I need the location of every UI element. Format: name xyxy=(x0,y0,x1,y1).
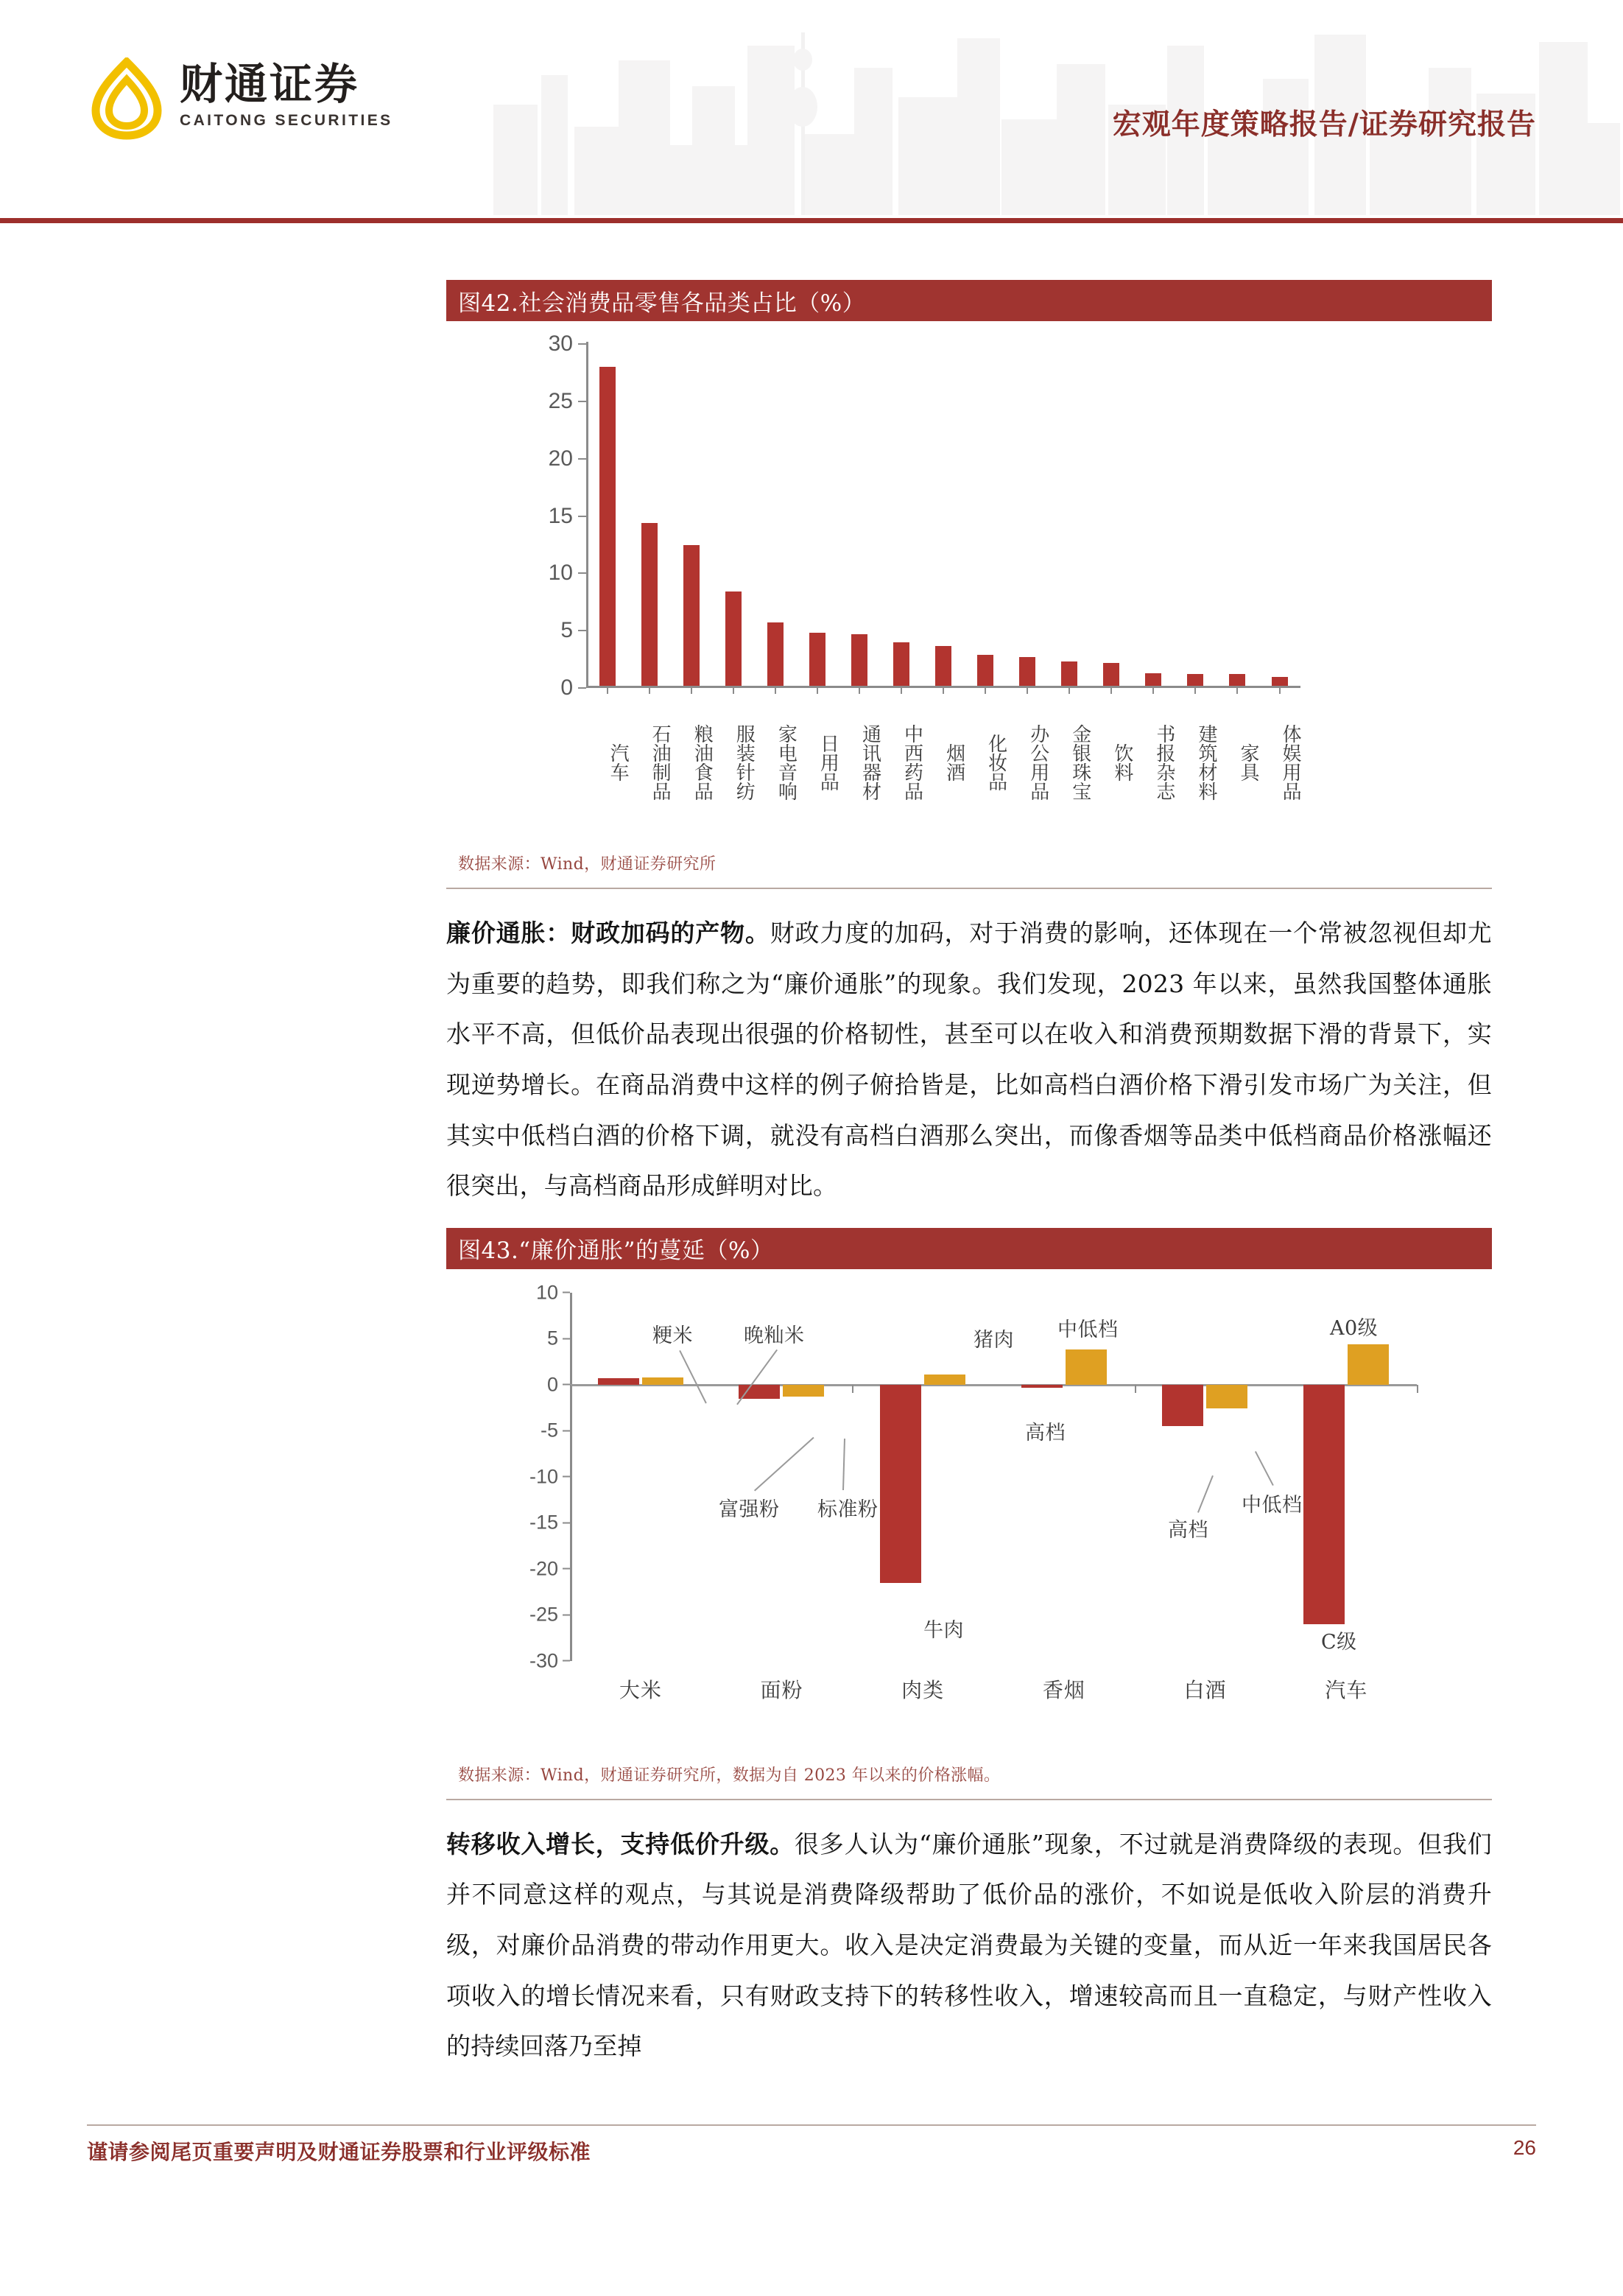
chart-42-bar xyxy=(893,642,909,686)
chart-43-bar-高档 xyxy=(1021,1385,1063,1388)
chart-42-x-label: 家具 xyxy=(1237,743,1259,782)
chart-42-bar-slot xyxy=(628,342,670,686)
chart-42-bars xyxy=(586,342,1300,686)
chart-43-annotation-牛肉: 牛肉 xyxy=(923,1618,964,1642)
chart-43-annotation-标准粉: 标准粉 xyxy=(817,1498,879,1521)
chart-43-group-香烟 xyxy=(993,1293,1135,1661)
chart-43-bar-牛肉 xyxy=(880,1385,921,1583)
chart-42-x-tick xyxy=(775,686,776,694)
paragraph-1-body: 财政力度的加码，对于消费的影响，还体现在一个常被忽视但却尤为重要的趋势，即我们称之为“廉价通胀”的现象。我们发现，2023 年以来，虽然我国整体通胀水平不高，但低价品表现出很强的价格韧性，甚至可以在收入和消费预期数据下滑的背景下，实现逆势增长。在商品消费中这样的例子俯拾皆是，比如高档白酒价格下滑引发市场广为关注，但其实中低档白酒的价格下调，就没有高档白酒那么突出，而像香烟等品类中低档商品价格涨幅还很突出，与高档商品形成鲜明对比。 xyxy=(446,919,1492,1201)
chart-42-bar-slot xyxy=(754,342,796,686)
figure-42-title: 图42.社会消费品零售各品类占比（%） xyxy=(446,280,1492,321)
paragraph-cheap-inflation xyxy=(446,908,1492,1212)
chart-42-bar xyxy=(1229,674,1245,686)
chart-42-x-label: 烟酒 xyxy=(943,743,965,782)
chart-42-bar xyxy=(1103,663,1119,686)
chart-42-bar xyxy=(641,523,658,686)
figure-43-body xyxy=(446,1269,1492,1800)
chart-42-bar-slot xyxy=(796,342,838,686)
chart-43-category-label: 香烟 xyxy=(1042,1677,1085,1702)
chart-42-bar xyxy=(1187,674,1203,686)
chart-43-annotation-中低档: 中低档 xyxy=(1242,1493,1303,1517)
logo-chinese-name: 财通证券 xyxy=(180,59,360,109)
paragraph-2-body: 很多人认为“廉价通胀”现象，不过就是消费降级的表现。但我们并不同意这样的观点，与其说是消费降级帮助了低价品的涨价，不如说是低收入阶层的消费升级，对廉价品消费的带动作用更大。收入是决定消费最为关键的变量，而从近一年来我国居民各项收入的增长情况来看，只有财政支持下的转移性收入，增速较高而且一直稳定，与财产性收入的持续回落乃至掉 xyxy=(446,1829,1492,2061)
chart-43-group-tick xyxy=(1417,1385,1418,1393)
chart-42-x-label: 服装针纺 xyxy=(733,724,756,801)
chart-42-bar xyxy=(683,545,700,686)
chart-43-category-label: 白酒 xyxy=(1183,1677,1227,1702)
chart-43-group-面粉 xyxy=(711,1293,853,1661)
chart-42-bar-slot xyxy=(1175,342,1217,686)
chart-42-y-tick: 20 xyxy=(533,446,586,471)
chart-43-bar-中低档 xyxy=(1206,1385,1247,1409)
chart-42-x-label-cell xyxy=(586,700,628,825)
report-category-title: 宏观年度策略报告/证券研究报告 xyxy=(1112,108,1536,141)
chart-43-bar-中低档 xyxy=(1066,1349,1107,1385)
chart-42-x-label-cell xyxy=(965,700,1007,825)
chart-42-x-label: 体娱用品 xyxy=(1279,724,1302,801)
chart-43-category-label: 肉类 xyxy=(901,1677,945,1702)
chart-42-x-label: 粮油食品 xyxy=(691,724,714,801)
chart-42-bar xyxy=(1019,657,1035,686)
chart-42-bar-slot xyxy=(1007,342,1049,686)
chart-42-x-label-cell xyxy=(712,700,754,825)
chart-43-category-labels xyxy=(570,1674,1417,1704)
chart-42-x-tick xyxy=(1279,686,1281,694)
page-number: 26 xyxy=(1513,2136,1536,2159)
chart-42-x-label: 建筑材料 xyxy=(1194,724,1217,801)
chart-43-bar-C级 xyxy=(1303,1385,1345,1624)
footer-disclaimer: 谨请参阅尾页重要声明及财通证券股票和行业评级标准 xyxy=(87,2140,591,2164)
chart-43-bar-高档 xyxy=(1162,1385,1203,1426)
chart-42-x-label-cell xyxy=(1091,700,1133,825)
chart-42-x-label: 金银珠宝 xyxy=(1068,724,1091,801)
chart-42-bar xyxy=(1061,661,1077,686)
figure-43-title: 图43.“廉价通胀”的蔓延（%） xyxy=(446,1228,1492,1269)
chart-42-y-tick: 5 xyxy=(533,618,586,643)
chart-43-annotation-晚籼米: 晚籼米 xyxy=(744,1324,805,1347)
chart-42-x-label-cell xyxy=(1217,700,1258,825)
chart-42-bar-slot xyxy=(1049,342,1091,686)
chart-42-x-label-cell xyxy=(670,700,712,825)
chart-42-bar-slot xyxy=(1091,342,1133,686)
chart-42-x-label: 日用品 xyxy=(817,734,839,791)
chart-42-bar-slot xyxy=(923,342,965,686)
figure-42-body xyxy=(446,321,1492,889)
chart-42-x-tick xyxy=(691,686,692,694)
chart-42-x-label: 石油制品 xyxy=(649,724,672,801)
chart-42-y-tick: 15 xyxy=(533,504,586,529)
chart-42-x-tick xyxy=(1194,686,1196,694)
chart-42-x-label-cell xyxy=(796,700,838,825)
chart-43-y-tick: -25 xyxy=(511,1604,570,1626)
chart-43-annotation-C级: C级 xyxy=(1321,1630,1357,1654)
figure-43 xyxy=(446,1228,1492,1800)
chart-42-x-label-cell xyxy=(923,700,965,825)
chart-42-x-label-cell xyxy=(1133,700,1175,825)
chart-43-plot-area xyxy=(529,1281,1417,1672)
chart-42-bar xyxy=(1145,673,1161,686)
chart-42-bar xyxy=(809,633,825,686)
chart-42-x-label-cell xyxy=(1175,700,1217,825)
figure-42-source: 数据来源：Wind，财通证券研究所 xyxy=(458,855,717,874)
chart-42-x-tick xyxy=(985,686,986,694)
page-content xyxy=(446,280,1492,2088)
chart-42-x-label-cell xyxy=(880,700,922,825)
chart-43-annotation-富强粉: 富强粉 xyxy=(719,1498,780,1521)
chart-42 xyxy=(446,331,1492,840)
chart-42-bar-slot xyxy=(670,342,712,686)
chart-42-bar xyxy=(725,591,742,686)
chart-42-bar-slot xyxy=(1217,342,1258,686)
chart-42-x-tick xyxy=(859,686,860,694)
chart-43-group-白酒 xyxy=(1135,1293,1276,1661)
chart-43-annotation-高档: 高档 xyxy=(1025,1421,1066,1444)
chart-43-y-tick: 10 xyxy=(511,1281,570,1304)
chart-42-x-tick xyxy=(607,686,608,694)
paragraph-2-lead: 转移收入增长，支持低价升级。 xyxy=(446,1829,795,1858)
chart-42-x-tick-labels xyxy=(586,700,1300,825)
chart-42-bar xyxy=(1272,677,1288,686)
chart-43-y-tick: -10 xyxy=(511,1465,570,1488)
chart-42-bar-slot xyxy=(1133,342,1175,686)
chart-42-x-label: 书报杂志 xyxy=(1152,724,1175,801)
chart-43-group-tick xyxy=(570,1385,571,1393)
chart-42-x-label: 通讯器材 xyxy=(859,724,881,801)
chart-43-category-label: 面粉 xyxy=(760,1677,803,1702)
chart-42-x-tick xyxy=(1152,686,1154,694)
chart-42-y-tick: 25 xyxy=(533,389,586,414)
chart-42-x-label: 家电音响 xyxy=(775,724,798,801)
chart-43-bar-猪肉 xyxy=(924,1375,965,1385)
chart-43-annotation-猪肉: 猪肉 xyxy=(974,1328,1014,1352)
logo-english-name: CAITONG SECURITIES xyxy=(180,111,393,129)
chart-42-y-tick: 30 xyxy=(533,331,586,357)
figure-42 xyxy=(446,280,1492,889)
chart-43-bar-粳米 xyxy=(598,1378,639,1385)
chart-42-bar xyxy=(767,622,784,686)
chart-42-x-tick xyxy=(817,686,818,694)
chart-43-annotation-中低档: 中低档 xyxy=(1057,1318,1119,1341)
chart-43-y-tick: 0 xyxy=(511,1373,570,1396)
paragraph-transfer-income xyxy=(446,1819,1492,2072)
chart-42-bar-slot xyxy=(1258,342,1300,686)
chart-42-x-label: 汽车 xyxy=(607,743,630,782)
footer-divider-rule xyxy=(87,2124,1536,2126)
chart-42-x-label: 办公用品 xyxy=(1027,724,1049,801)
chart-42-x-tick xyxy=(1068,686,1070,694)
chart-42-plot-area xyxy=(548,331,1300,700)
chart-42-bar xyxy=(977,655,993,686)
chart-42-x-label: 化妆品 xyxy=(985,734,1007,791)
chart-42-bar xyxy=(599,367,616,686)
chart-42-x-label-cell xyxy=(628,700,670,825)
chart-42-x-tick xyxy=(943,686,944,694)
chart-42-x-tick xyxy=(1027,686,1028,694)
chart-42-bar xyxy=(851,634,867,686)
chart-42-bar-slot xyxy=(586,342,628,686)
chart-42-bar-slot xyxy=(880,342,922,686)
paragraph-1-lead: 廉价通胀：财政加码的产物。 xyxy=(446,919,770,947)
chart-43-annotation-粳米: 粳米 xyxy=(652,1324,693,1347)
chart-42-y-tick: 10 xyxy=(533,561,586,586)
brand-logo xyxy=(87,57,393,140)
chart-42-x-label: 饮料 xyxy=(1110,743,1133,782)
chart-42-x-tick xyxy=(1110,686,1112,694)
chart-42-x-tick xyxy=(901,686,902,694)
chart-43-bar-晚籼米 xyxy=(642,1377,683,1385)
chart-42-x-label-cell xyxy=(838,700,880,825)
chart-42-bar-slot xyxy=(965,342,1007,686)
page-header xyxy=(0,0,1623,221)
chart-43-group-大米 xyxy=(570,1293,711,1661)
chart-42-bar-slot xyxy=(838,342,880,686)
caitong-logo-icon xyxy=(87,57,166,140)
chart-42-x-label-cell xyxy=(1007,700,1049,825)
chart-42-x-label-cell xyxy=(1258,700,1300,825)
chart-42-bar xyxy=(935,646,951,686)
chart-42-y-tick: 0 xyxy=(533,675,586,701)
chart-43-y-tick: -15 xyxy=(511,1512,570,1534)
chart-43-group-肉类 xyxy=(852,1293,993,1661)
figure-43-source: 数据来源：Wind，财通证券研究所，数据为自 2023 年以来的价格涨幅。 xyxy=(458,1766,1001,1785)
chart-43-y-tick: 5 xyxy=(511,1327,570,1350)
chart-42-x-label-cell xyxy=(754,700,796,825)
chart-43-group-汽车 xyxy=(1275,1293,1417,1661)
chart-43-annotation-A0级: A0级 xyxy=(1330,1316,1379,1340)
chart-42-x-label-cell xyxy=(1049,700,1091,825)
chart-42-bar-slot xyxy=(712,342,754,686)
chart-42-x-tick xyxy=(1236,686,1238,694)
chart-43-category-label: 大米 xyxy=(619,1677,662,1702)
chart-43-bar-标准粉 xyxy=(783,1385,824,1397)
chart-43-bar-A0级 xyxy=(1348,1344,1389,1385)
header-divider-rule xyxy=(0,218,1623,223)
chart-43-y-tick: -30 xyxy=(511,1649,570,1672)
chart-42-x-tick xyxy=(649,686,650,694)
chart-43-y-tick: -5 xyxy=(511,1419,570,1442)
chart-42-x-tick xyxy=(733,686,734,694)
chart-43-category-label: 汽车 xyxy=(1325,1677,1368,1702)
chart-42-x-label: 中西药品 xyxy=(901,724,923,801)
chart-43-y-tick: -20 xyxy=(511,1557,570,1580)
chart-43-annotation-高档: 高档 xyxy=(1168,1518,1208,1542)
chart-43 xyxy=(446,1279,1492,1751)
